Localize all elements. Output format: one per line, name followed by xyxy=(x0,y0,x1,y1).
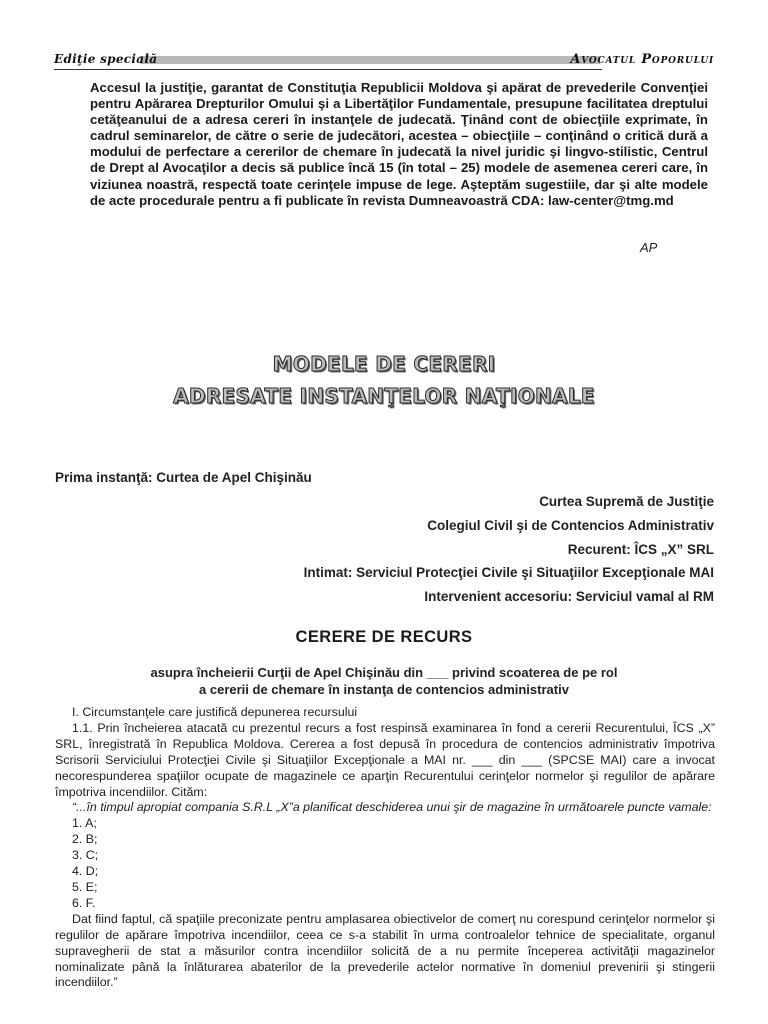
list-item: 4. D; xyxy=(72,864,99,879)
header-gray-bar xyxy=(140,56,600,64)
list-item: 5. E; xyxy=(72,879,98,894)
document-subtitle xyxy=(0,664,768,698)
main-title-line-2: ADRESATE INSTANŢELOR NAŢIONALE xyxy=(173,384,595,408)
document-subtitle-line-1: asupra încheierii Curţii de Apel Chişinău din ___ privind scoaterea de pe rol xyxy=(150,665,618,680)
first-instance-court: Prima instanţă: Curtea de Apel Chişinău xyxy=(55,470,312,485)
header-rule xyxy=(54,69,602,70)
quote-intro: “...în timpul apropiat compania S.R.L „X”a planificat deschiderea unui şir de magazine în următoarele puncte vamale: xyxy=(72,800,712,815)
main-title-line-1: MODELE DE CERERI xyxy=(272,352,496,376)
document-body xyxy=(55,705,715,991)
intro-signature: AP xyxy=(640,240,658,255)
magazine-name: Avocatul Poporului xyxy=(570,52,714,67)
page-header xyxy=(54,52,714,72)
document-title: CERERE DE RECURS xyxy=(295,628,473,646)
addressee-intervener: Intervenient accesoriu: Serviciul vamal al RM xyxy=(424,589,714,605)
addressee-respondent: Intimat: Serviciul Protecţiei Civile şi Situaţiilor Excepţionale MAI xyxy=(303,565,714,581)
list-item: 1. A; xyxy=(72,816,97,831)
addressee-appellant: Recurent: ÎCS „X” SRL xyxy=(567,541,714,557)
final-paragraph: Dat fiind faptul, că spaţiile preconizate pentru amplasarea obiectivelor de comerţ nu corespund cerinţelor normelor şi regulilor de apărare împotriva incendiilor, ceea ce s-a stabilit în urma controalelor tehnice de specialitate, organul supravegherii de stat a măsurilor contra incendiilor solicită de a nu permite începerea activităţii magazinelor nominalizate până la înlăturarea abaterilor de la prevederile actelor normative în domeniul prevenirii şi stingerii incendiilor.” xyxy=(55,911,715,990)
addressee-college: Colegiul Civil şi de Contencios Administrativ xyxy=(427,517,714,533)
paragraph-1-1: 1.1. Prin încheierea atacată cu prezentul recurs a fost respinsă examinarea în fond a cererii Recurentului, ÎCS „X” SRL, înregistrată în Republica Moldova. Cererea a fost depusă în procedura de contencios administrativ împotriva Scrisorii Serviciului Protecţiei Civile şi Situaţiilor Excepţionale a MAI nr. ___ din ___ (SPCSE MAI) care a invocat necorespunderea spaţiilor ocupate de magazinele ce aparţin Recurentului cerinţelor normelor şi regulilor de apărare împotriva incendiilor. Cităm: xyxy=(55,720,715,799)
list-item: 3. C; xyxy=(72,848,99,863)
document-subtitle-line-2: a cererii de chemare în instanţa de contencios administrativ xyxy=(199,682,569,697)
intro-paragraph: Accesul la justiţie, garantat de Constituţia Republicii Moldova şi apărat de prevederile Convenţiei pentru Apărarea Drepturilor Omului şi a Libertăţilor Fundamentale, presupune facilitatea dreptului cetăţeanului de a adresa cereri în instanţele de judecată. Ţinând cont de obiecţiile exprimate, în cadrul seminarelor, de către o serie de judecători, acestea – obiecţiile – conţinând o critică dură a modului de perfectare a cererilor de chemare în judecată la nivel juridic şi lingvo-stilistic, Centrul de Drept al Avocaţilor a decis să publice încă 15 (în total – 25) modele de asemenea cereri care, în viziunea noastră, respectă toate cerinţele impuse de lege. Aşteptăm sugestiile, dar şi alte modele de acte procedurale pentru a fi publicate în revista Dumneavoastră CDA: law-center@tmg.md xyxy=(90,80,708,208)
list-item: 2. B; xyxy=(72,832,98,847)
addressee-court: Curtea Supremă de Justiţie xyxy=(539,494,714,509)
edition-label: Ediţie specială xyxy=(54,52,158,66)
main-title xyxy=(0,348,768,412)
section-heading: I. Circumstanţele care justifică depunerea recursului xyxy=(72,705,358,719)
list-item: 6. F. xyxy=(72,895,96,910)
addressee-block xyxy=(114,490,714,609)
